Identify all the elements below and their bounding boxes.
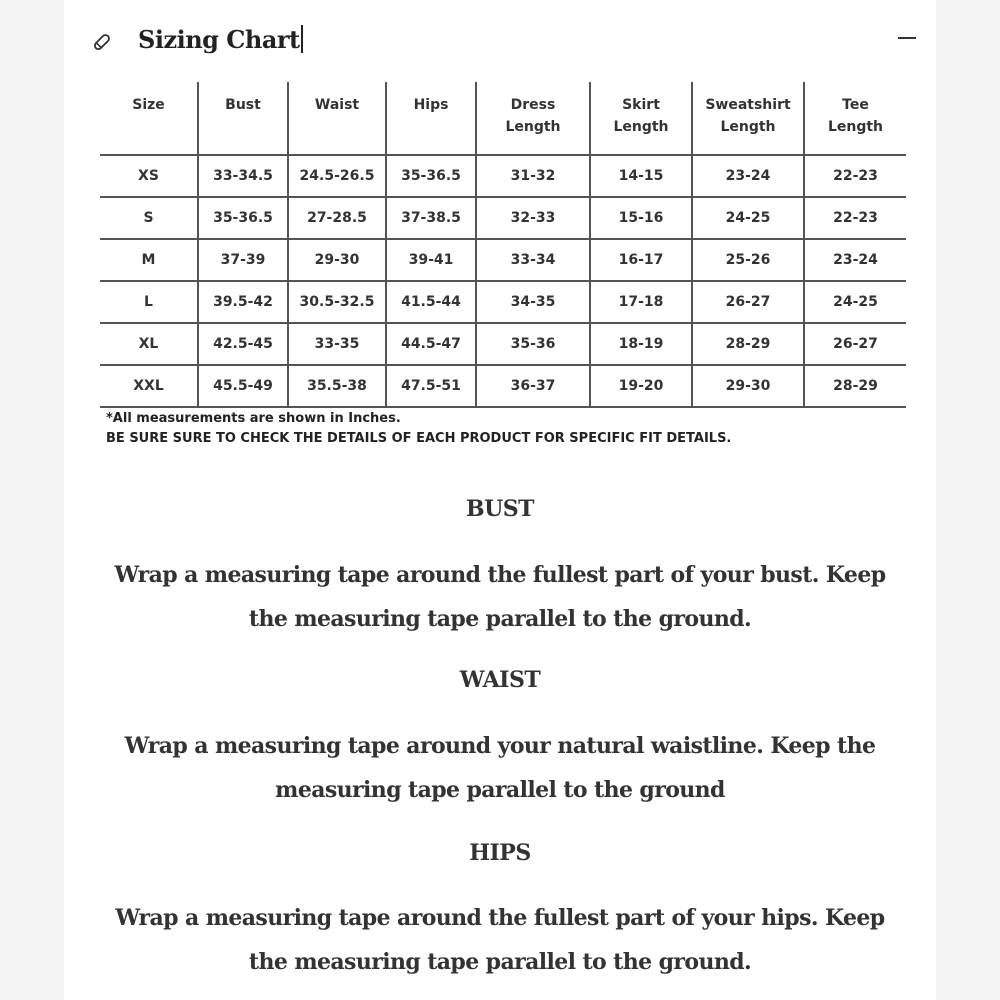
measurement-cell: 42.5-45 [198, 323, 288, 365]
measurement-cell: 47.5-51 [386, 365, 476, 407]
size-cell: M [100, 239, 198, 281]
bust-text-line-1: Wrap a measuring tape around the fullest part of your bust. Keep [114, 562, 886, 588]
measurement-cell: 30.5-32.5 [288, 281, 386, 323]
measurement-cell: 28-29 [692, 323, 804, 365]
table-row [100, 155, 906, 197]
column-header [804, 82, 906, 155]
hips-heading: HIPS [469, 840, 531, 866]
column-header-line: Length [827, 119, 884, 135]
column-header-line: Dress [510, 97, 556, 113]
column-header-line: Sweatshirt [705, 97, 791, 113]
table-row [100, 281, 906, 323]
pencil-icon [90, 28, 116, 54]
measurement-cell: 31-32 [476, 155, 590, 197]
column-header [288, 82, 386, 155]
measurement-cell: 24-25 [804, 281, 906, 323]
waist-instructions [90, 724, 910, 812]
measurement-cell: 23-24 [692, 155, 804, 197]
measurement-cell: 33-34.5 [198, 155, 288, 197]
hips-instructions [90, 896, 910, 984]
measurement-cell: 37-39 [198, 239, 288, 281]
measurement-cell: 15-16 [590, 197, 692, 239]
title-text: Sizing Chart [138, 25, 300, 54]
measurement-cell: 39-41 [386, 239, 476, 281]
table-row [100, 365, 906, 407]
measurement-cell: 34-35 [476, 281, 590, 323]
column-header [100, 82, 198, 155]
table-header-row [100, 82, 906, 155]
table-row [100, 323, 906, 365]
measurement-cell: 35.5-38 [288, 365, 386, 407]
size-cell: S [100, 197, 198, 239]
measurement-cell: 25-26 [692, 239, 804, 281]
measurement-cell: 33-34 [476, 239, 590, 281]
measurement-cell: 29-30 [288, 239, 386, 281]
hips-text-line-2: the measuring tape parallel to the ground. [248, 949, 752, 975]
column-header-line: Size [132, 97, 165, 113]
size-cell: XXL [100, 365, 198, 407]
column-header [198, 82, 288, 155]
column-header-line: Bust [225, 97, 261, 113]
note-line-1: *All measurements are shown in Inches. [106, 411, 401, 426]
measurement-cell: 37-38.5 [386, 197, 476, 239]
waist-heading: WAIST [459, 667, 541, 693]
measurement-cell: 35-36 [476, 323, 590, 365]
size-table [100, 82, 906, 408]
measurement-cell: 24.5-26.5 [288, 155, 386, 197]
measurement-cell: 36-37 [476, 365, 590, 407]
measurement-cell: 39.5-42 [198, 281, 288, 323]
measurement-cell: 29-30 [692, 365, 804, 407]
measurement-cell: 17-18 [590, 281, 692, 323]
measurement-cell: 27-28.5 [288, 197, 386, 239]
measurement-cell: 16-17 [590, 239, 692, 281]
measurement-cell: 22-23 [804, 197, 906, 239]
table-row [100, 239, 906, 281]
measurement-cell: 14-15 [590, 155, 692, 197]
column-header-line: Length [505, 119, 561, 135]
bust-heading: BUST [465, 496, 535, 522]
measurement-cell: 24-25 [692, 197, 804, 239]
bust-text-line-2: the measuring tape parallel to the ground. [248, 606, 752, 632]
measurement-cell: 32-33 [476, 197, 590, 239]
collapse-button[interactable] [896, 28, 918, 50]
measurement-cell: 28-29 [804, 365, 906, 407]
waist-text-line-1: Wrap a measuring tape around your natural waistline. Keep the [124, 733, 876, 759]
bust-instructions [90, 553, 910, 641]
measurement-cell: 18-19 [590, 323, 692, 365]
measurement-cell: 45.5-49 [198, 365, 288, 407]
hips-text-line-1: Wrap a measuring tape around the fullest part of your hips. Keep [115, 905, 885, 931]
column-header-line: Length [613, 119, 669, 135]
text-cursor [301, 25, 303, 53]
measurement-cell: 26-27 [692, 281, 804, 323]
measurement-cell: 35-36.5 [198, 197, 288, 239]
measurement-cell: 22-23 [804, 155, 906, 197]
sizing-chart-header [86, 20, 926, 60]
note-line-2: BE SURE SURE TO CHECK THE DETAILS OF EACH PRODUCT FOR SPECIFIC FIT DETAILS. [106, 431, 732, 446]
page-title [138, 24, 303, 56]
column-header-line: Hips [413, 97, 449, 113]
measurement-cell: 41.5-44 [386, 281, 476, 323]
measurement-cell: 33-35 [288, 323, 386, 365]
size-cell: L [100, 281, 198, 323]
measurement-note [106, 409, 906, 449]
table-row [100, 197, 906, 239]
size-cell: XL [100, 323, 198, 365]
measurement-cell: 44.5-47 [386, 323, 476, 365]
column-header [386, 82, 476, 155]
column-header [692, 82, 804, 155]
size-cell: XS [100, 155, 198, 197]
column-header-line: Length [720, 119, 776, 135]
column-header-line: Waist [314, 97, 360, 113]
column-header-line: Skirt [622, 97, 660, 113]
waist-text-line-2: measuring tape parallel to the ground [275, 777, 725, 803]
measurement-cell: 26-27 [804, 323, 906, 365]
measurement-cell: 35-36.5 [386, 155, 476, 197]
measurement-cell: 19-20 [590, 365, 692, 407]
column-header [476, 82, 590, 155]
column-header-line: Tee [842, 97, 869, 113]
column-header [590, 82, 692, 155]
measurement-cell: 23-24 [804, 239, 906, 281]
